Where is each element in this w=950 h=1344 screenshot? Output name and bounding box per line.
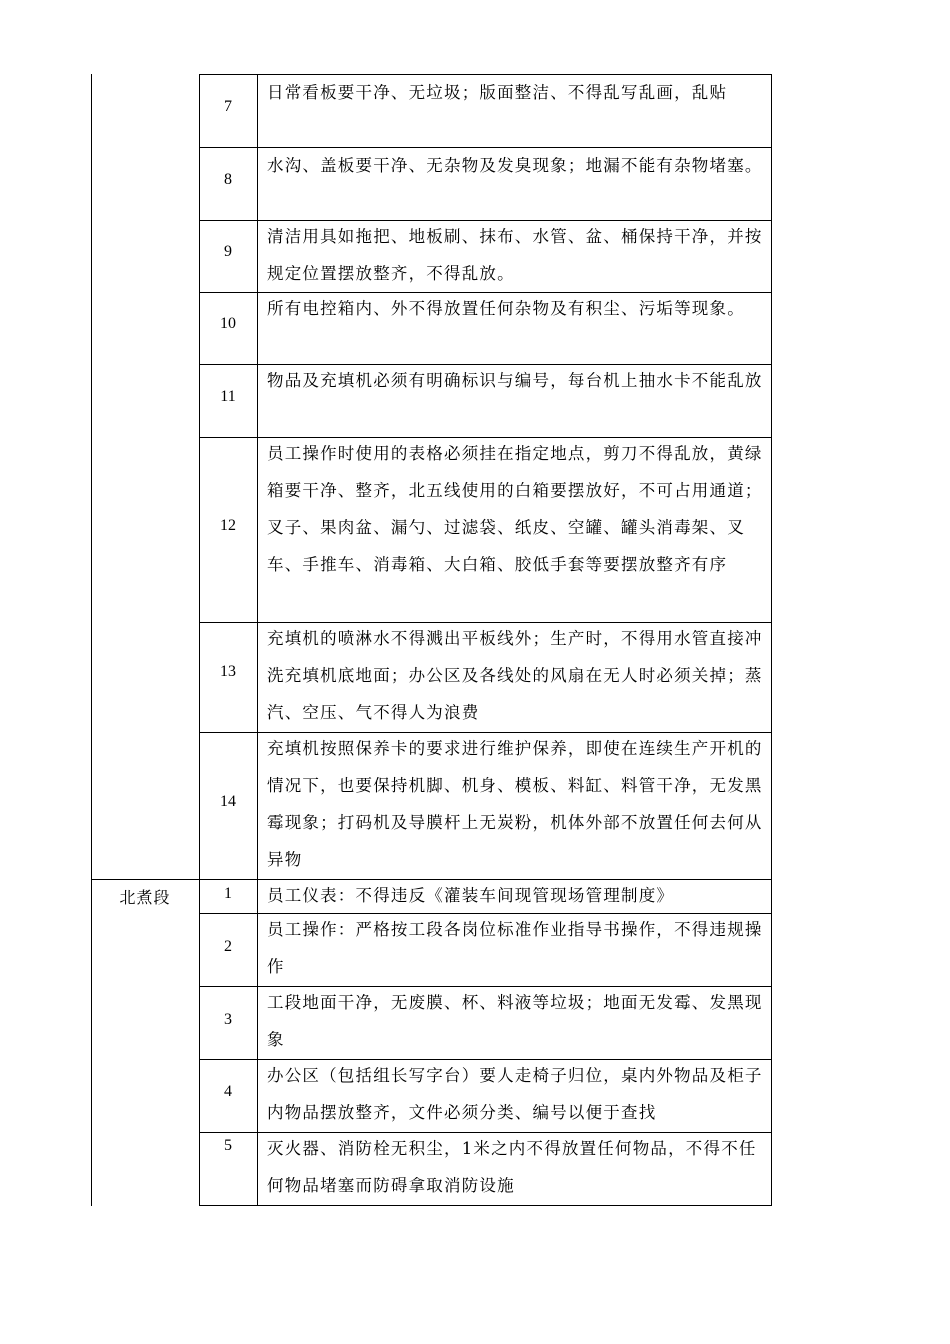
row-number: 7 [224, 98, 232, 115]
row-line [199, 1205, 772, 1206]
row-number: 1 [224, 885, 232, 902]
row-number: 3 [224, 1011, 232, 1028]
table-border-left [91, 74, 92, 1206]
row-number: 8 [224, 171, 232, 188]
row-content: 员工操作时使用的表格必须挂在指定地点，剪刀不得乱放，黄绿箱要干净、整齐，北五线使用的白箱要摆放好，不可占用通道；叉子、果肉盆、漏勺、过滤袋、纸皮、空罐、罐头消毒架、叉车、手推车、消毒箱、大白箱、胶低手套等要摆放整齐有序 [267, 444, 763, 574]
row-number: 2 [224, 938, 232, 955]
row-content: 充填机的喷淋水不得溅出平板线外；生产时，不得用水管直接冲洗充填机底地面；办公区及各线处的风扇在无人时必须关掉；蒸汽、空压、气不得人为浪费 [267, 629, 763, 722]
row-content: 充填机按照保养卡的要求进行维护保养，即使在连续生产开机的情况下，也要保持机脚、机身、模板、料缸、料管干净，无发黑霉现象；打码机及导膜杆上无炭粉，机体外部不放置任何去何从异物 [267, 739, 763, 869]
row-content: 办公区（包括组长写字台）要人走椅子归位，桌内外物品及柜子内物品摆放整齐，文件必须分类、编号以便于查找 [267, 1066, 763, 1122]
row-content: 日常看板要干净、无垃圾；版面整洁、不得乱写乱画，乱贴 [267, 83, 728, 102]
row-number: 4 [224, 1083, 232, 1100]
row-number: 11 [220, 388, 236, 405]
row-content: 水沟、盖板要干净、无杂物及发臭现象；地漏不能有杂物堵塞。 [267, 156, 763, 175]
row-content: 物品及充填机必须有明确标识与编号，每台机上抽水卡不能乱放 [267, 371, 763, 390]
row-content: 工段地面干净，无废膜、杯、料液等垃圾；地面无发霉、发黑现象 [267, 993, 763, 1049]
row-content: 灭火器、消防栓无积尘，1米之内不得放置任何物品，不得不任何物品堵塞而防碍拿取消防设施 [267, 1139, 757, 1195]
row-number: 10 [220, 315, 236, 332]
section-label: 北煮段 [119, 888, 171, 907]
row-content: 所有电控箱内、外不得放置任何杂物及有积尘、污垢等现象。 [267, 299, 745, 318]
row-content: 员工仪表：不得违反《灌装车间现管现场管理制度》 [267, 886, 675, 905]
row-number: 14 [220, 793, 236, 810]
row-number: 12 [220, 517, 236, 534]
row-number: 13 [220, 663, 236, 680]
row-number: 5 [224, 1137, 232, 1154]
table-border-right [771, 74, 772, 1206]
table-border-col2 [257, 74, 258, 1206]
row-number: 9 [224, 243, 232, 260]
row-content: 清洁用具如拖把、地板刷、抹布、水管、盆、桶保持干净，并按规定位置摆放整齐，不得乱放。 [267, 227, 763, 283]
row-content: 员工操作：严格按工段各岗位标准作业指导书操作，不得违规操作 [267, 920, 763, 976]
